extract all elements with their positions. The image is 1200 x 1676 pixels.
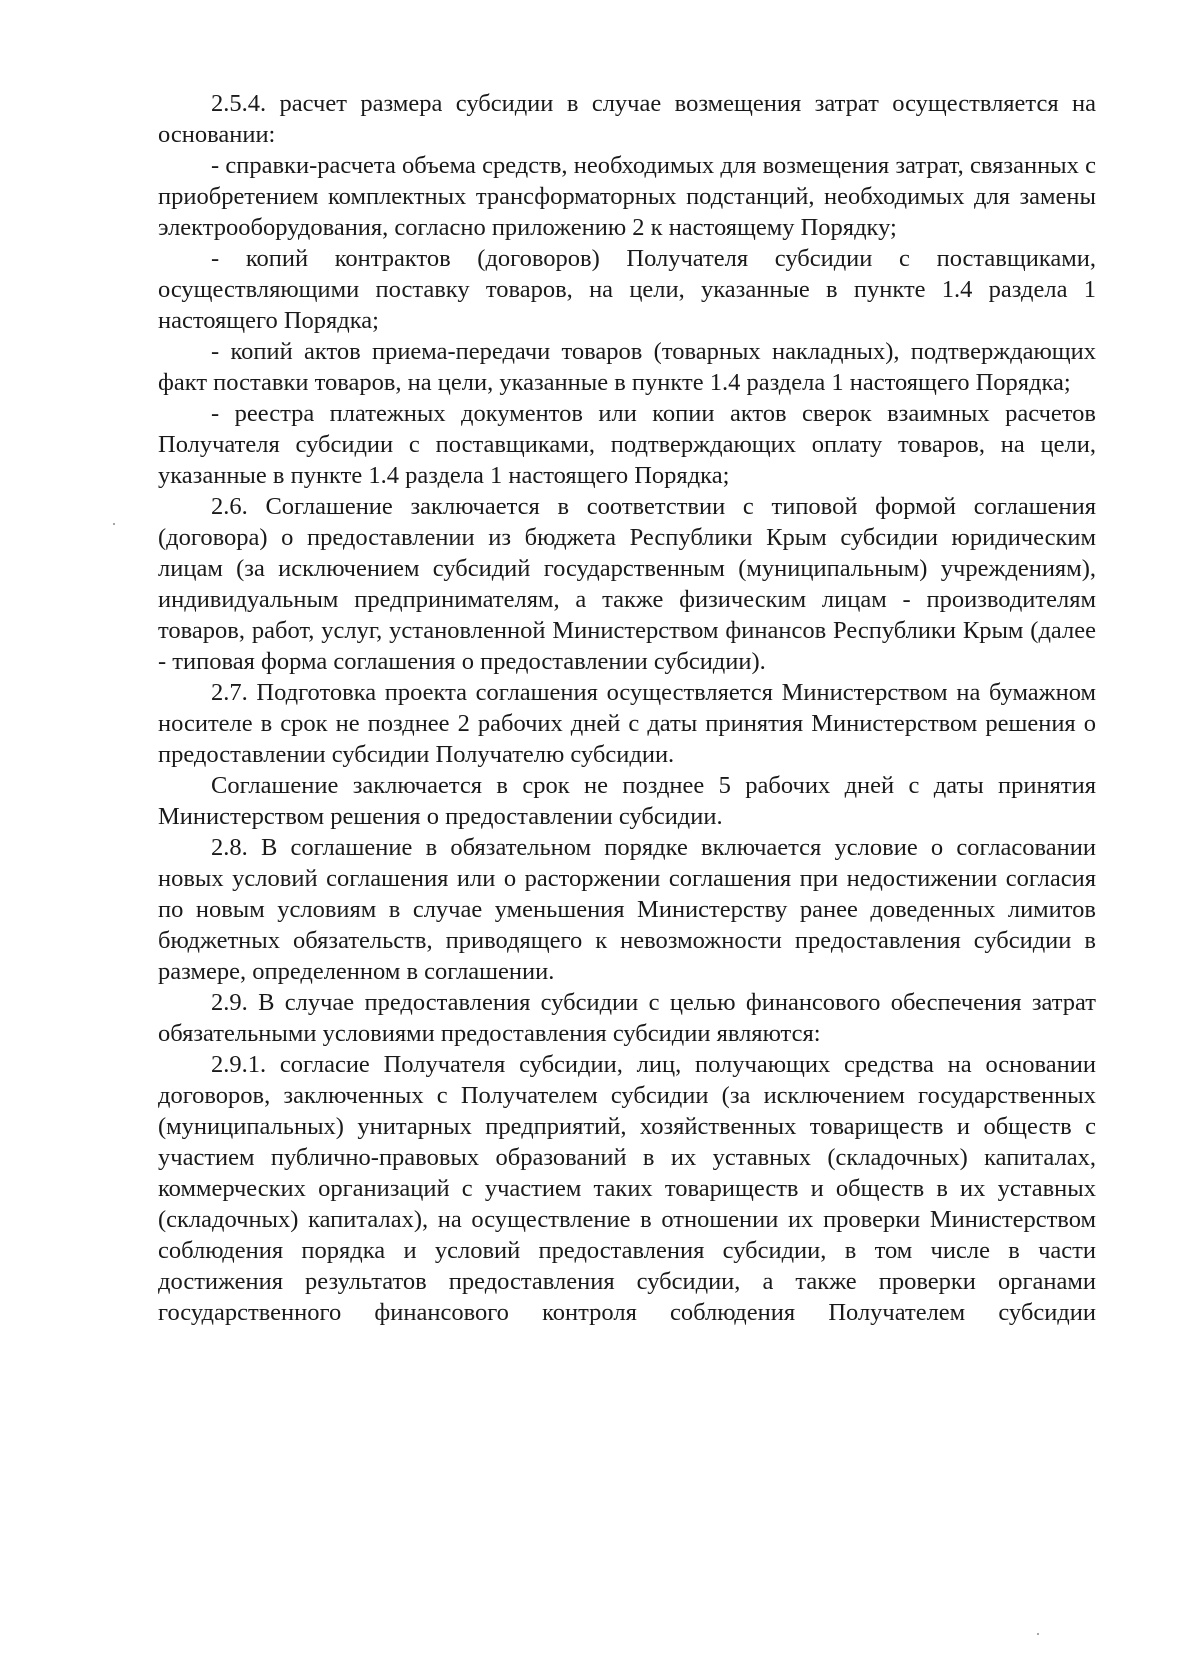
document-body <box>158 88 1096 1328</box>
paragraph-bullet-contracts: - копий контрактов (договоров) Получателя субсидии с поставщиками, осуществляющими поставку товаров, на цели, указанные в пункте 1.4 раздела 1 настоящего Порядка; <box>158 245 1096 334</box>
paragraph-bullet-acts: - копий актов приема-передачи товаров (товарных накладных), подтверждающих факт поставки товаров, на цели, указанные в пункте 1.4 раздела 1 настоящего Порядка; <box>158 338 1096 396</box>
paragraph-2-5-4: 2.5.4. расчет размера субсидии в случае возмещения затрат осуществляется на основании: <box>158 90 1096 148</box>
paragraph-bullet-calculation: - справки-расчета объема средств, необходимых для возмещения затрат, связанных с приобретением комплектных трансформаторных подстанций, необходимых для замены электрооборудования, согласно приложению 2 к настоящему Порядку; <box>158 152 1096 241</box>
paragraph-2-7: 2.7. Подготовка проекта соглашения осуществляется Министерством на бумажном носителе в срок не позднее 2 рабочих дней с даты принятия Министерством решения о предоставлении субсидии Получателю субсидии. <box>158 679 1096 768</box>
scan-speck <box>113 523 115 525</box>
paragraph-agreement-term: Соглашение заключается в срок не позднее 5 рабочих дней с даты принятия Министерством решения о предоставлении субсидии. <box>158 772 1096 830</box>
paragraph-2-6: 2.6. Соглашение заключается в соответствии с типовой формой соглашения (договора) о предоставлении из бюджета Республики Крым субсидии юридическим лицам (за исключением субсидий государственным (муниципальным) учреждениям), индивидуальным предпринимателям, а также физическим лицам - производителям товаров, работ, услуг, установленной Министерством финансов Республики Крым (далее - типовая форма соглашения о предоставлении субсидии). <box>158 493 1096 675</box>
paragraph-bullet-registry: - реестра платежных документов или копии актов сверок взаимных расчетов Получателя субсидии с поставщиками, подтверждающих оплату товаров, на цели, указанные в пункте 1.4 раздела 1 настоящего Порядка; <box>158 400 1096 489</box>
paragraph-2-9: 2.9. В случае предоставления субсидии с целью финансового обеспечения затрат обязательными условиями предоставления субсидии являются: <box>158 989 1096 1047</box>
scan-speck <box>1037 1633 1039 1635</box>
paragraph-2-8: 2.8. В соглашение в обязательном порядке включается условие о согласовании новых условий соглашения или о расторжении соглашения при недостижении согласия по новым условиям в случае уменьшения Министерству ранее доведенных лимитов бюджетных обязательств, приводящего к невозможности предоставления субсидии в размере, определенном в соглашении. <box>158 834 1096 985</box>
paragraph-2-9-1: 2.9.1. согласие Получателя субсидии, лиц, получающих средства на основании договоров, заключенных с Получателем субсидии (за исключением государственных (муниципальных) унитарных предприятий, хозяйственных товариществ и обществ с участием публично-правовых образований в их уставных (складочных) капиталах, коммерческих организаций с участием таких товариществ и обществ в их уставных (складочных) капиталах), на осуществление в отношении их проверки Министерством соблюдения порядка и условий предоставления субсидии, в том числе в части достижения результатов предоставления субсидии, а также проверки органами государственного финансового контроля соблюдения Получателем субсидии <box>158 1051 1096 1326</box>
